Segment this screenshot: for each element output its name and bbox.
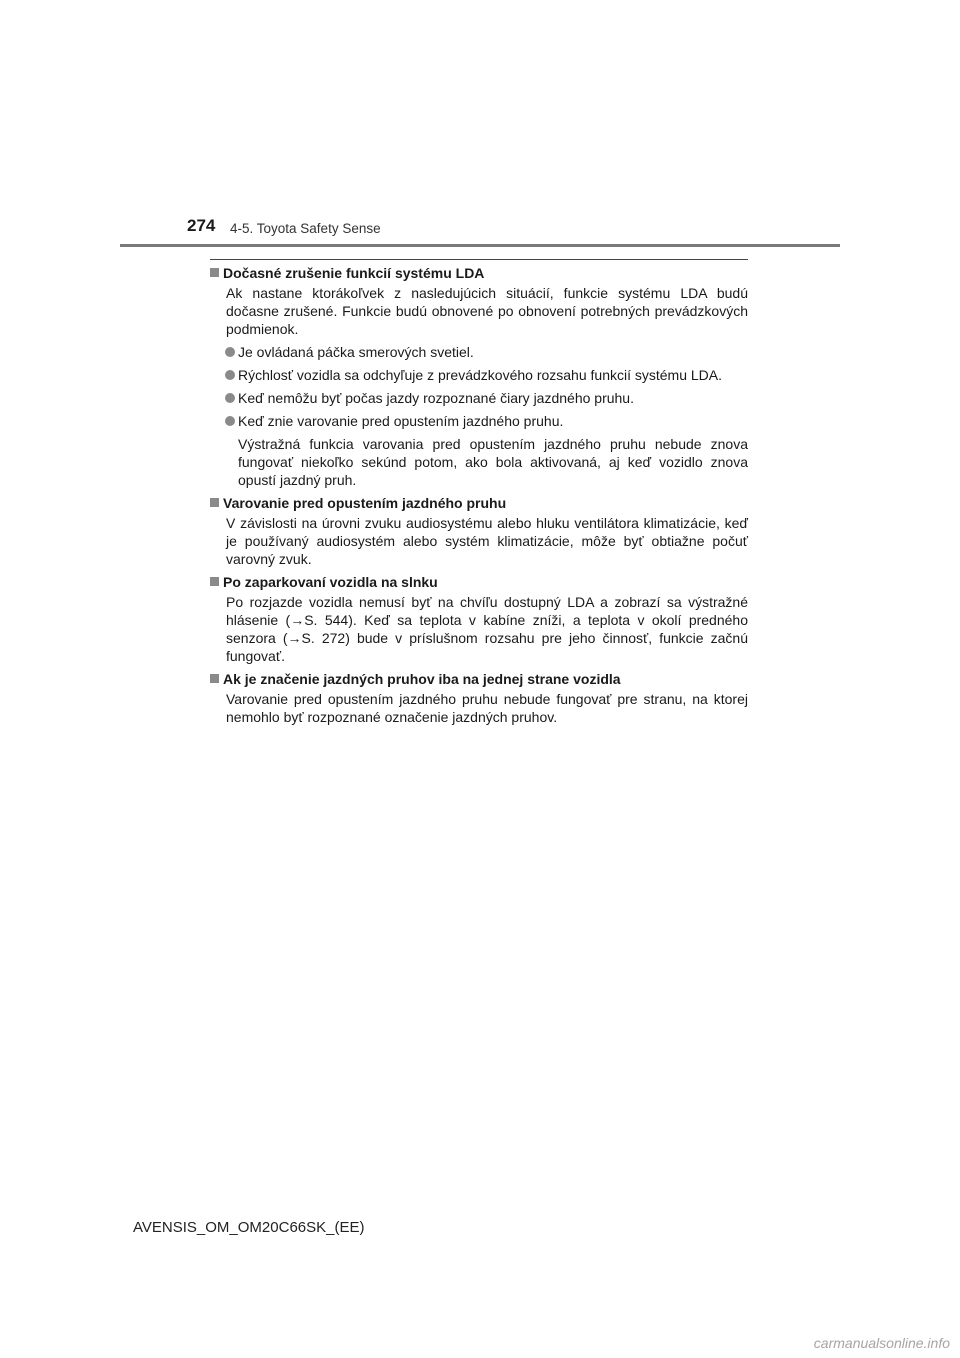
header-rule — [120, 244, 840, 247]
section-heading: Ak je značenie jazdných pruhov iba na jednej strane vozidla — [210, 670, 748, 688]
circle-bullet-icon — [225, 347, 235, 357]
watermark: carmanualsonline.info — [813, 1335, 950, 1351]
list-item: Keď znie varovanie pred opustením jazdného pruhu. — [210, 412, 748, 430]
bullet-note: Výstražná funkcia varovania pred opustením jazdného pruhu nebude znova fungovať niekoľko sekúnd potom, ako bola aktivovaná, aj keď vozidlo znova opustí jazdný pruh. — [238, 436, 748, 488]
square-bullet-icon — [210, 674, 219, 683]
circle-bullet-icon — [225, 416, 235, 426]
circle-bullet-icon — [225, 370, 235, 380]
list-item: Rýchlosť vozidla sa odchyľuje z prevádzkového rozsahu funkcií systému LDA. — [210, 366, 748, 384]
content — [210, 264, 748, 731]
section-lane-departure-warning — [210, 494, 748, 568]
section-parked-in-sun — [210, 573, 748, 665]
section-intro: Ak nastane ktorákoľvek z nasledujúcich situácií, funkcie systému LDA budú dočasne zrušené. Funkcie budú obnovené po obnovení potrebných prevádzkových podmienok. — [226, 285, 748, 337]
section-body: Varovanie pred opustením jazdného pruhu nebude fungovať pre stranu, na ktorej nemohlo byť rozpoznané označenie jazdných pruhov. — [226, 691, 748, 725]
section-heading: Po zaparkovaní vozidla na slnku — [210, 573, 748, 591]
section-one-side-markings — [210, 670, 748, 726]
circle-bullet-icon — [225, 393, 235, 403]
section-lda-cancel — [210, 264, 748, 489]
section-title: 4-5. Toyota Safety Sense — [230, 221, 381, 236]
square-bullet-icon — [210, 498, 219, 507]
square-bullet-icon — [210, 268, 219, 277]
list-item: Keď nemôžu byť počas jazdy rozpoznané čiary jazdného pruhu. — [210, 389, 748, 407]
content-top-rule — [210, 259, 748, 260]
section-heading: Dočasné zrušenie funkcií systému LDA — [210, 264, 748, 282]
section-body: V závislosti na úrovni zvuku audiosystému alebo hluku ventilátora klimatizácie, keď je používaný audiosystém alebo systém klimatizácie, môže byť obtiažne počuť varovný zvuk. — [226, 515, 748, 567]
list-item: Je ovládaná páčka smerových svetiel. — [210, 343, 748, 361]
square-bullet-icon — [210, 577, 219, 586]
footer-doc-code: AVENSIS_OM_OM20C66SK_(EE) — [133, 1219, 365, 1236]
section-heading: Varovanie pred opustením jazdného pruhu — [210, 494, 748, 512]
section-body: Po rozjazde vozidla nemusí byť na chvíľu dostupný LDA a zobrazí sa výstražné hlásenie (→S. 544). Keď sa teplota v kabíne zníži, a teplota v okolí predného senzora (→S. 272) bude v príslušnom rozsahu pre jeho činnosť, funkcie začnú fungovať. — [226, 594, 748, 664]
page-number: 274 — [187, 216, 216, 235]
